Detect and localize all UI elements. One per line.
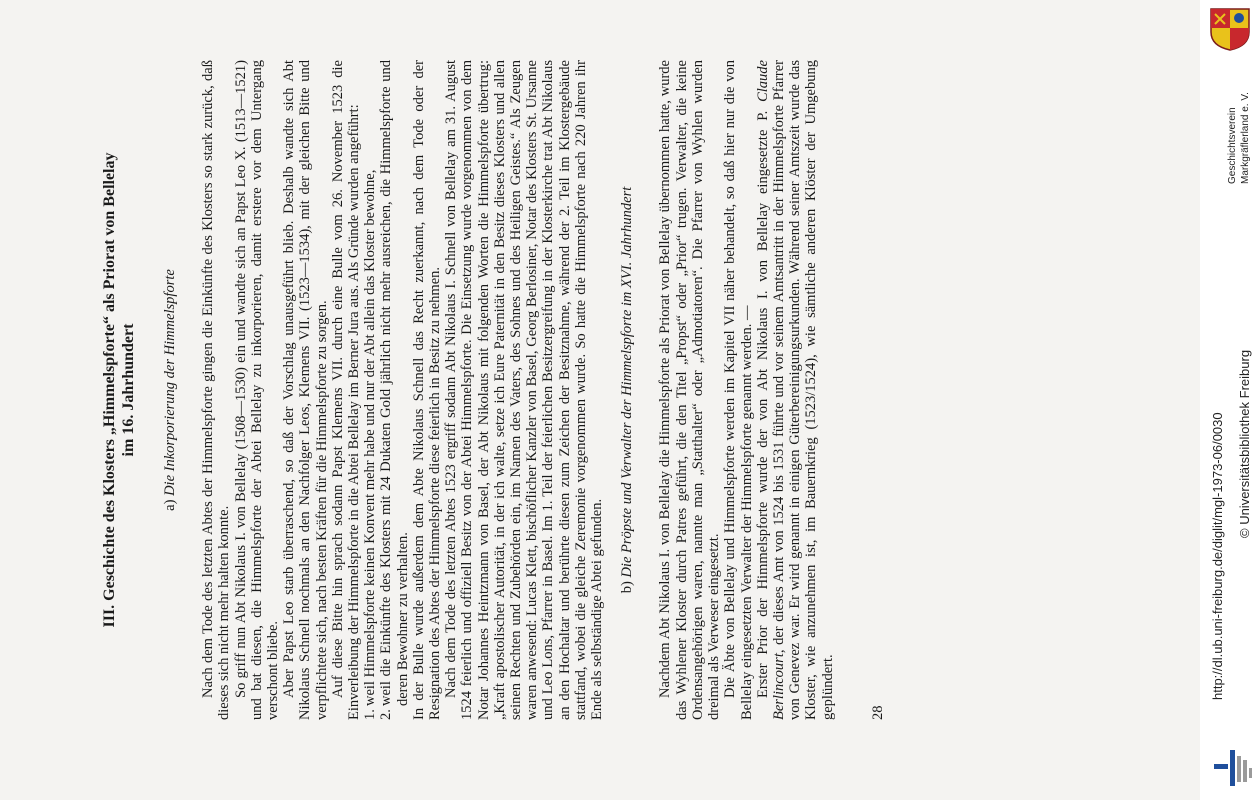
person-name: Claude Berlincourt xyxy=(754,60,787,720)
section-a-number: a) xyxy=(162,499,178,511)
list-item xyxy=(378,60,410,720)
list-number: 1. xyxy=(362,709,379,720)
paragraph: Auf diese Bitte hin sprach sodann Papst Klemens VII. durch eine Bulle vom 26. November 1523 die Einverleibung der Himmelspforte in die Abtei Bellelay im Berner Jura aus. Als Gründe wurden angeführt: xyxy=(329,60,363,720)
section-b-title: Die Pröpste und Verwalter der Himmelspforte im XVI. Jahrhundert xyxy=(619,186,636,578)
coat-of-arms-icon xyxy=(1207,6,1253,52)
copyright-notice: © Universitätsbibliothek Freiburg xyxy=(1237,349,1252,538)
chapter-title xyxy=(100,60,138,720)
page-number: 28 xyxy=(869,705,886,720)
paragraph: In der Bulle wurde außerdem dem Abte Nikolaus Schnell das Recht zuerkannt, nach dem Tode oder der Resignation des Abtes der Himmelspforte diese feierlich in Besitz zu nehmen. xyxy=(410,60,444,720)
paragraph: Nach dem Tode des letzten Abtes 1523 ergriff sodann Abt Nikolaus I. Schnell von Bellelay am 31. August 1524 feierlich und offiziell Besitz von der Abtei Himmelspforte. Die Einsetzung wurde vorgenommen von dem Notar Johannes Heintzmann von Basel, der Abt Nikolaus mit folgenden Worten die Himmelspforte übertrug: „Kraft apostolischer Autorität, in der ich walte, setze ich Eure Paternität in den Besitz dieses Klosters und allen seinen Rechten und Zubehörden ein, im Namen des Vaters, des Sohnes und des Heiligen Geistes.“ Als Zeugen waren anwesend: Lucas Klett, bischöflicher Kanzler von Basel, Georg Berlosiner, Notar des Klosters St. Ursanne und Leo Lons, Pfarrer in Basel. Im 1. Teil der feierlichen Besitzergreifung in der Klosterkirche trat Abt Nikolaus an den Hochaltar und berührte diesen zum Zeichen der Besitznahme, während der 2. Teil im Klostergebäude stattfand, wobei die gleiche Zeremonie vorgenommen wurde. So hatte die Himmelspforte nach 220 Jahren ihr Ende als selbständige Abtei gefunden. xyxy=(443,60,606,720)
paragraph: So griff nun Abt Nikolaus I. von Bellelay (1508—1530) ein und wandte sich an Papst Leo X. (1513—1521) und bat diesen, die Himmelspforte der Abtei Bellelay zu inkorporieren, damit erstere vor dem Untergang verschont bliebe. xyxy=(232,60,282,720)
paragraph-text: Erster Prior der Himmelspforte wurde der von Abt Nikolaus I. von Bellelay eingesetzte P. xyxy=(754,101,771,698)
paragraph xyxy=(755,60,836,720)
paragraph: Die Äbte von Bellelay und Himmelspforte werden im Kapitel VII näher behandelt, so daß hier nur die von Bellelay eingesetzten Verwalter der Himmelspforte genannt werden. — xyxy=(722,60,755,720)
page-text-block xyxy=(40,20,1160,780)
chapter-title-line2: im 16. Jahrhundert xyxy=(120,323,137,457)
section-b-number: b) xyxy=(619,581,636,594)
society-name-line1: Geschichtsverein xyxy=(1227,107,1238,184)
list-text: weil die Einkünfte des Klosters mit 24 Dukaten Gold jährlich nicht mehr ausreichen, die Himmelspforte und deren Bewohner zu verhalten. xyxy=(378,60,411,706)
paragraph: Nach dem Tode des letzten Abtes der Himmelspforte gingen die Einkünfte des Klosters so stark zurück, daß dieses sich nicht mehr halten konnte. xyxy=(200,60,233,720)
list-number: 2. xyxy=(378,709,395,720)
section-a-heading xyxy=(162,60,178,720)
society-name-line2: Markgräflerland e. V. xyxy=(1240,92,1251,184)
chapter-title-line1: III. Geschichte des Klosters „Himmelspforte“ als Priorat von Bellelay xyxy=(101,152,118,628)
paragraph-text: , der dieses Amt von 1524 bis 1531 führte und vor seinem Amtsantritt in der Himmelspforte Pfarrer von Genevez war. Er wird genannt in einigen Güterbereinigungsurkunden. Während seiner Amtszeit wurde das Kloster, wie anzunehmen ist, im Bauernkrieg (1523/1524), wie sämtliche anderen Klöster der Umgebung geplündert. xyxy=(770,60,836,720)
ub-freiburg-logo-icon xyxy=(1210,746,1254,790)
section-b-heading xyxy=(619,60,635,720)
document-url[interactable]: http://dl.ub.uni-freiburg.de/diglit/mgl-1973-06/0030 xyxy=(1210,412,1225,700)
section-a-title: Die Inkorporierung der Himmelspforte xyxy=(162,269,178,496)
list-item xyxy=(362,60,378,720)
paragraph: Nachdem Abt Nikolaus I. von Bellelay die Himmelspforte als Priorat von Bellelay übernommen hatte, wurde das Wyhlener Kloster durch Patres geführt, die den Titel „Propst“ oder „Prior“ trugen. Verwalter, die keine Ordensangehörigen waren, nannte man „Statthalter“ oder „Admotiatoren“. Die Pfarrer von Wyhlen wurden dreimal als Verweser eingesetzt. xyxy=(657,60,723,720)
list-text: weil Himmelspforte keinen Konvent mehr habe und nur der Abt allein das Kloster bewohne, xyxy=(362,169,379,706)
paragraph: Aber Papst Leo starb überraschend, so daß der Vorschlag unausgeführt blieb. Deshalb wandte sich Abt Nikolaus Schnell nochmals an den Nachfolger Leos, Klemens VII. (1523—1534), mit der gleichen Bitte und verpflichtete sich, nach besten Kräften für die Himmelspforte zu sorgen. xyxy=(281,60,330,720)
